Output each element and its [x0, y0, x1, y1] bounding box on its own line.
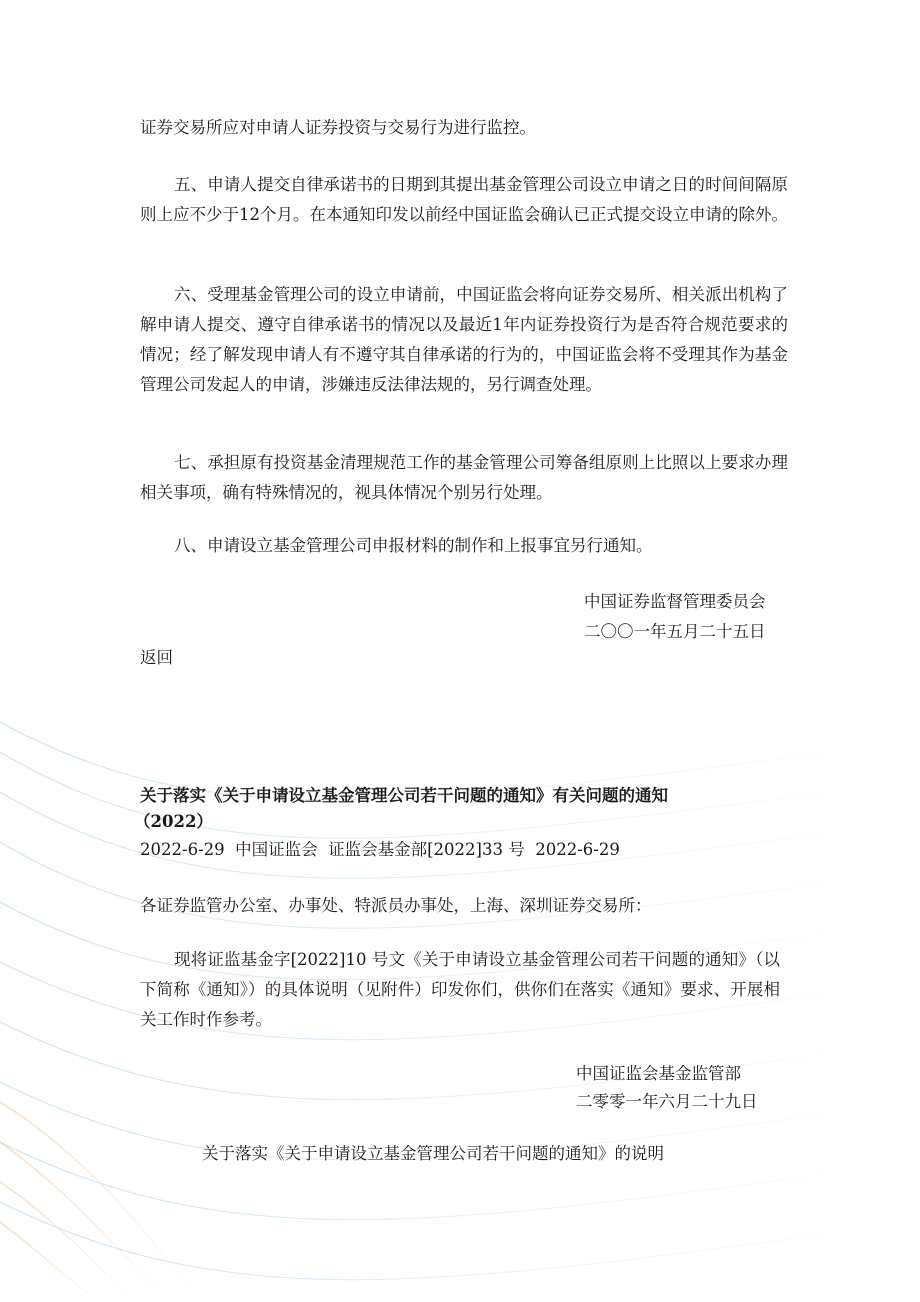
- doc2-signature-org: 中国证监会基金监管部: [576, 1064, 741, 1083]
- doc2-addressee: 各证券监管办公室、办事处、特派员办事处，上海、深圳证券交易所：: [140, 896, 652, 915]
- doc1-item-7: 七、承担原有投资基金清理规范工作的基金管理公司筹备组原则上比照以上要求办理相关事项，确有特殊情况的，视具体情况个别另行处理。: [140, 453, 788, 502]
- doc1-item-8: 八、申请设立基金管理公司申报材料的制作和上报事宜另行通知。: [174, 536, 653, 555]
- doc2-title: 关于落实《关于申请设立基金管理公司若干问题的通知》有关问题的通知: [140, 786, 668, 805]
- back-link[interactable]: 返回: [140, 648, 173, 667]
- doc2-body: 现将证监基金字[2022]10 号文《关于申请设立基金管理公司若干问题的通知》（以下简称《通知》）的具体说明（见附件）印发你们，供你们在落实《通知》要求、开展相关工作时作参考。: [140, 950, 780, 1029]
- doc2-meta-line: 2022-6-29 中国证监会 证监会基金部[2022]33 号 2022-6-29: [140, 840, 620, 859]
- doc1-continuation-text: 证券交易所应对申请人证券投资与交易行为进行监控。: [140, 118, 536, 137]
- doc1-item-5: 五、申请人提交自律承诺书的日期到其提出基金管理公司设立申请之日的时间间隔原则上应不少于12个月。在本通知印发以前经中国证监会确认已正式提交设立申请的除外。: [140, 175, 788, 224]
- doc1-item-6: 六、受理基金管理公司的设立申请前，中国证监会将向证券交易所、相关派出机构了解申请人提交、遵守自律承诺书的情况以及最近1年内证券投资行为是否符合规范要求的情况；经了解发现申请人有不遵守其自律承诺的行为的，中国证监会将不受理其作为基金管理公司发起人的申请，涉嫌违反法律法规的，另行调查处理。: [140, 285, 788, 394]
- doc2-signature-date: 二零零一年六月二十九日: [576, 1092, 758, 1111]
- doc1-signature-date: 二〇〇一年五月二十五日: [584, 622, 766, 641]
- doc2-attachment-title: 关于落实《关于申请设立基金管理公司若干问题的通知》的说明: [202, 1144, 664, 1163]
- doc2-title-year: （2022）: [134, 812, 213, 831]
- doc1-signature-org: 中国证券监督管理委员会: [584, 592, 766, 611]
